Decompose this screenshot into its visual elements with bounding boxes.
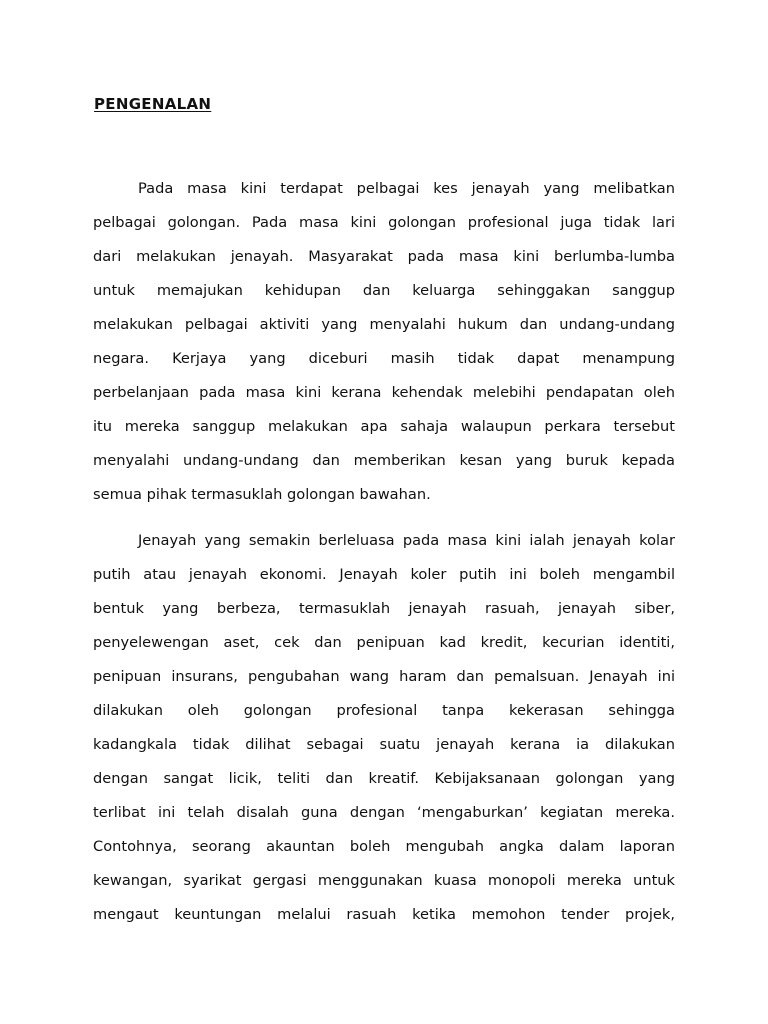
- document-heading: PENGENALAN: [94, 95, 212, 113]
- paragraph-line: menyalahi undang-undang dan memberikan kesan yang buruk kepada: [93, 452, 675, 469]
- paragraph-line: dari melakukan jenayah. Masyarakat pada masa kini berlumba-lumba: [93, 248, 675, 265]
- paragraph-line: melakukan pelbagai aktiviti yang menyalahi hukum dan undang-undang: [93, 316, 675, 333]
- paragraph-line: perbelanjaan pada masa kini kerana kehendak melebihi pendapatan oleh: [93, 384, 675, 401]
- paragraph-line: untuk memajukan kehidupan dan keluarga sehinggakan sanggup: [93, 282, 675, 299]
- paragraph-line: kadangkala tidak dilihat sebagai suatu jenayah kerana ia dilakukan: [93, 736, 675, 753]
- paragraph-line: negara. Kerjaya yang diceburi masih tidak dapat menampung: [93, 350, 675, 367]
- paragraph-line: dengan sangat licik, teliti dan kreatif. Kebijaksanaan golongan yang: [93, 770, 675, 787]
- document-body: [93, 172, 675, 932]
- paragraph-line: Contohnya, seorang akauntan boleh mengubah angka dalam laporan: [93, 838, 675, 855]
- paragraph-line: putih atau jenayah ekonomi. Jenayah koler putih ini boleh mengambil: [93, 566, 675, 583]
- paragraph-line: Jenayah yang semakin berleluasa pada masa kini ialah jenayah kolar: [138, 532, 675, 549]
- paragraph-2: [93, 524, 675, 932]
- paragraph-line: Pada masa kini terdapat pelbagai kes jenayah yang melibatkan: [138, 180, 675, 197]
- paragraph-line: penipuan insurans, pengubahan wang haram dan pemalsuan. Jenayah ini: [93, 668, 675, 685]
- paragraph-line: semua pihak termasuklah golongan bawahan.: [93, 486, 431, 503]
- paragraph-line: penyelewengan aset, cek dan penipuan kad kredit, kecurian identiti,: [93, 634, 675, 651]
- paragraph-gap: [93, 512, 675, 524]
- paragraph-line: kewangan, syarikat gergasi menggunakan kuasa monopoli mereka untuk: [93, 872, 675, 889]
- paragraph-line: pelbagai golongan. Pada masa kini golongan profesional juga tidak lari: [93, 214, 675, 231]
- paragraph-line: dilakukan oleh golongan profesional tanpa kekerasan sehingga: [93, 702, 675, 719]
- paragraph-line: mengaut keuntungan melalui rasuah ketika memohon tender projek,: [93, 906, 675, 923]
- paragraph-line: terlibat ini telah disalah guna dengan ‘mengaburkan’ kegiatan mereka.: [93, 804, 675, 821]
- paragraph-line: bentuk yang berbeza, termasuklah jenayah rasuah, jenayah siber,: [93, 600, 675, 617]
- paragraph-line: itu mereka sanggup melakukan apa sahaja walaupun perkara tersebut: [93, 418, 675, 435]
- paragraph-1: [93, 172, 675, 512]
